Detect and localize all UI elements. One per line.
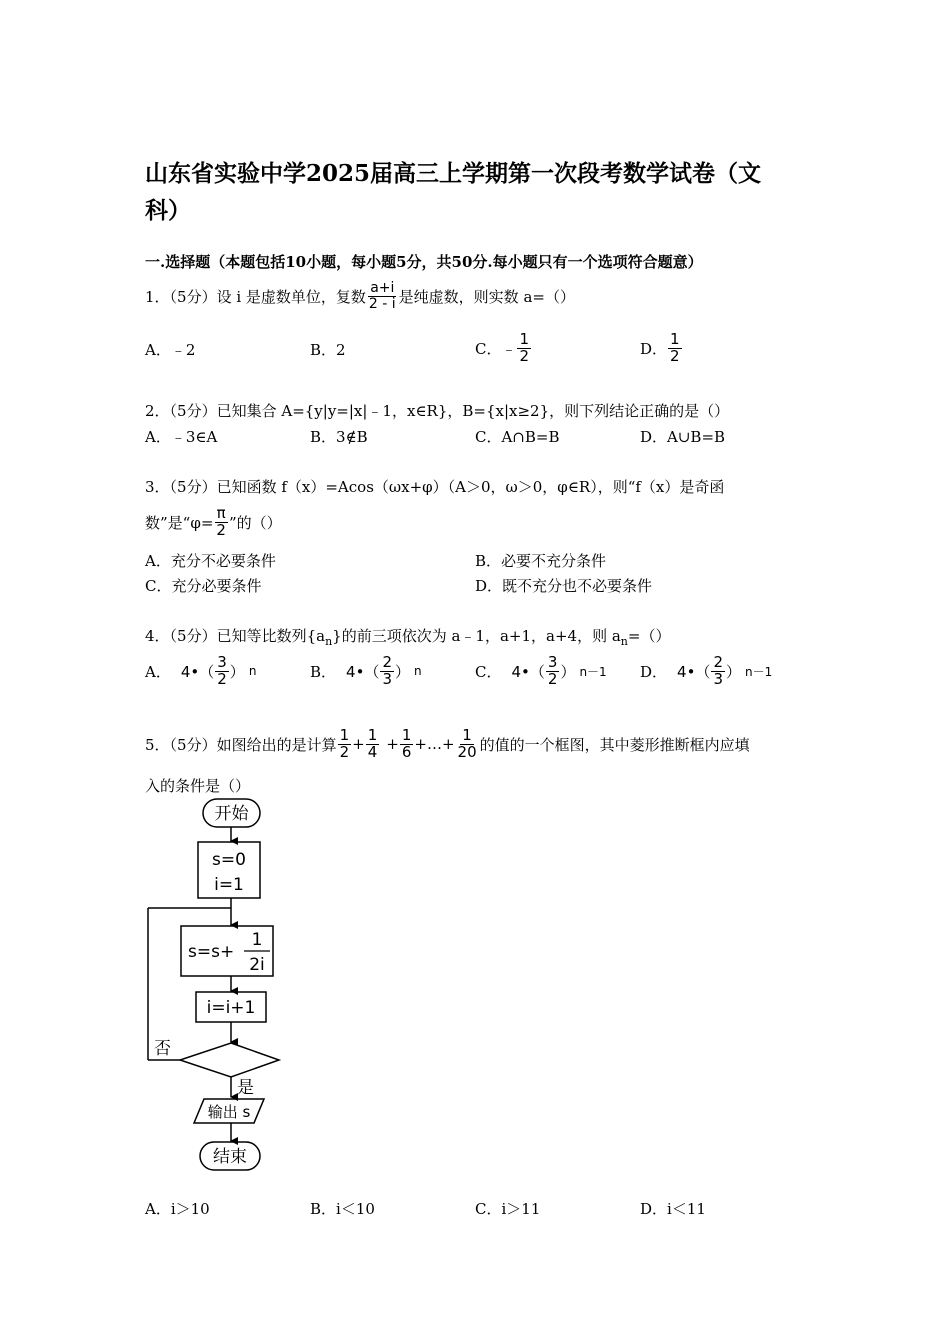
flowchart-yes-label: 是	[237, 1078, 254, 1098]
q1-option-b[interactable]: B．2	[310, 341, 346, 359]
q1-option-c[interactable]	[475, 328, 532, 368]
q1-option-d[interactable]	[640, 328, 683, 368]
flowchart-assign-pre: s=s+	[188, 942, 235, 962]
q4-a-coef: 4•（	[180, 662, 215, 681]
q4-option-b[interactable]	[310, 650, 422, 692]
q5-f1-den: 2	[339, 742, 350, 761]
q4-c-label: C．	[475, 662, 502, 681]
q1-stem-post: 是纯虚数，则实数 a=（）	[398, 287, 575, 306]
section-header: 一.选择题（本题包括10小题，每小题5分，共50分.每小题只有一个选项符合题意）	[145, 253, 703, 271]
question-5-stem-line1	[145, 722, 750, 766]
q4-a-num: 3	[217, 652, 227, 671]
q5-frac-3	[400, 725, 414, 761]
q4-b-close: ）	[394, 662, 410, 681]
flowchart-no-label: 否	[154, 1039, 171, 1059]
q3-option-b[interactable]: B．必要不充分条件	[475, 552, 607, 570]
flowchart-assign-num: 1	[251, 930, 263, 950]
q5-f2-num: 1	[367, 725, 378, 744]
q4-b-exp: n	[414, 664, 422, 678]
q3-line2-pre: 数”是“φ=	[145, 513, 214, 532]
q3-fraction-num: π	[216, 503, 226, 522]
q5-option-d[interactable]: D．i＜11	[640, 1200, 706, 1218]
q4-option-d[interactable]	[640, 650, 772, 692]
q1-option-d-label: D．	[640, 339, 668, 358]
flowchart-end-text: 结束	[213, 1147, 247, 1167]
q1-c-num: 1	[519, 329, 530, 348]
q4-a-exp: n	[248, 664, 257, 678]
q1-d-den: 2	[670, 346, 680, 365]
question-3-stem-line2	[145, 500, 282, 544]
exam-title-line1: 山东省实验中学2025届高三上学期第一次段考数学试卷（文	[145, 160, 762, 187]
q5-frac-1	[338, 725, 352, 761]
question-2-stem: 2．（5分）已知集合 A={y|y=|x|﹣1，x∈R}，B={x|x≥2}，则下列结论正确的是（）	[145, 402, 730, 420]
q2-option-c[interactable]: C．A∩B=B	[475, 428, 560, 446]
q1-stem-pre: 1．（5分）设 i 是虚数单位，复数	[145, 287, 366, 306]
q5-plus-1: +	[352, 735, 365, 753]
q4-b-fraction	[380, 652, 394, 688]
q4-c-fraction	[546, 652, 560, 688]
question-3-stem-line1: 3．（5分）已知函数 f（x）=Acos（ωx+φ）（A＞0，ω＞0，φ∈R），则“f（x）是奇函	[145, 478, 725, 496]
q1-option-d-fraction	[668, 329, 682, 365]
q4-a-label: A．	[145, 662, 171, 681]
q4-d-den: 3	[713, 669, 723, 688]
q5-option-c[interactable]: C．i＞11	[475, 1200, 541, 1218]
q4-a-close: ）	[229, 662, 245, 681]
q3-fraction	[214, 503, 228, 539]
q4-a-fraction	[215, 652, 229, 688]
q5-dots: +…+	[414, 735, 455, 753]
q4-c-coef: 4•（	[511, 662, 545, 681]
q4-option-c[interactable]	[475, 650, 607, 692]
q4-d-label: D．	[640, 662, 668, 681]
flowchart-decision-diamond	[180, 1043, 279, 1077]
q4-d-fraction	[711, 652, 725, 688]
q1-option-c-fraction	[517, 329, 531, 365]
q5-f2-den: 4	[367, 742, 378, 761]
question-1-stem	[145, 276, 575, 316]
q4-sub1: n	[325, 635, 333, 648]
q2-option-d[interactable]: D．A∪B=B	[640, 428, 726, 446]
q4-stem-pre: 4．（5分）已知等比数列{a	[145, 627, 326, 645]
q4-c-close: ）	[560, 662, 576, 681]
q5-f4-den: 20	[457, 742, 477, 761]
q5-f3-num: 1	[401, 725, 412, 744]
q4-b-coef: 4•（	[346, 662, 380, 681]
q5-frac-4	[456, 725, 479, 761]
q3-option-d[interactable]: D．既不充分也不必要条件	[475, 577, 653, 595]
q5-option-a[interactable]: A．i＞10	[145, 1200, 210, 1218]
q5-option-b[interactable]: B．i＜10	[310, 1200, 375, 1218]
question-4-stem	[145, 625, 670, 648]
exam-title-line2: 科）	[145, 197, 191, 224]
q4-d-close: ）	[725, 662, 741, 681]
q4-stem-mid: }的前三项依次为 a﹣1，a+1，a+4，则 a	[332, 627, 621, 645]
q1-fraction-den: 2 - i	[368, 295, 396, 312]
q4-c-num: 3	[547, 652, 558, 671]
q4-b-den: 3	[382, 669, 392, 688]
flowchart-output-text: 输出 s	[207, 1103, 251, 1121]
q5-frac-2	[366, 725, 380, 761]
q5-stem-pre: 5．（5分）如图给出的是计算	[145, 735, 337, 754]
q5-f1-num: 1	[339, 725, 350, 744]
q3-option-c[interactable]: C．充分必要条件	[145, 577, 262, 595]
flowchart-init-s: s=0	[212, 850, 246, 870]
q2-option-b[interactable]: B．3∉B	[310, 428, 368, 446]
flowchart-start-text: 开始	[214, 804, 249, 824]
q1-d-num: 1	[670, 329, 680, 348]
q5-stem-post: 的值的一个框图，其中菱形推断框内应填	[479, 735, 750, 754]
q3-option-a[interactable]: A．充分不必要条件	[145, 552, 276, 570]
flowchart-assign-den: 2i	[249, 955, 265, 975]
q1-c-den: 2	[519, 346, 530, 365]
flowchart-init-i: i=1	[214, 875, 244, 895]
flowchart-increment-text: i=i+1	[206, 998, 256, 1018]
q5-plus-2: +	[386, 735, 399, 753]
q3-line2-post: ”的（）	[228, 513, 282, 532]
question-5-stem-line2: 入的条件是（）	[145, 777, 251, 795]
q2-option-a[interactable]: A．﹣3∈A	[145, 428, 218, 446]
q4-d-coef: 4•（	[677, 662, 711, 681]
q1-fraction-num: a+i	[370, 279, 395, 296]
q4-b-num: 2	[382, 652, 392, 671]
q5-f3-den: 6	[401, 742, 412, 761]
q4-c-exp: n－1	[579, 664, 607, 679]
q3-fraction-den: 2	[216, 520, 226, 539]
q1-fraction	[367, 281, 398, 311]
q1-option-c-label: C．﹣	[475, 339, 517, 358]
q4-stem-post: =（）	[627, 627, 671, 645]
flowchart	[140, 795, 310, 1180]
q4-c-den: 2	[547, 669, 558, 688]
q4-b-label: B．	[310, 662, 337, 681]
q5-f4-num: 1	[462, 725, 472, 744]
q4-a-den: 2	[217, 669, 227, 688]
q4-option-a[interactable]	[145, 650, 256, 692]
q1-option-a[interactable]: A．﹣2	[145, 341, 196, 359]
q4-d-num: 2	[713, 652, 723, 671]
q4-d-exp: n－1	[745, 664, 773, 679]
q4-sub2: n	[620, 635, 628, 648]
